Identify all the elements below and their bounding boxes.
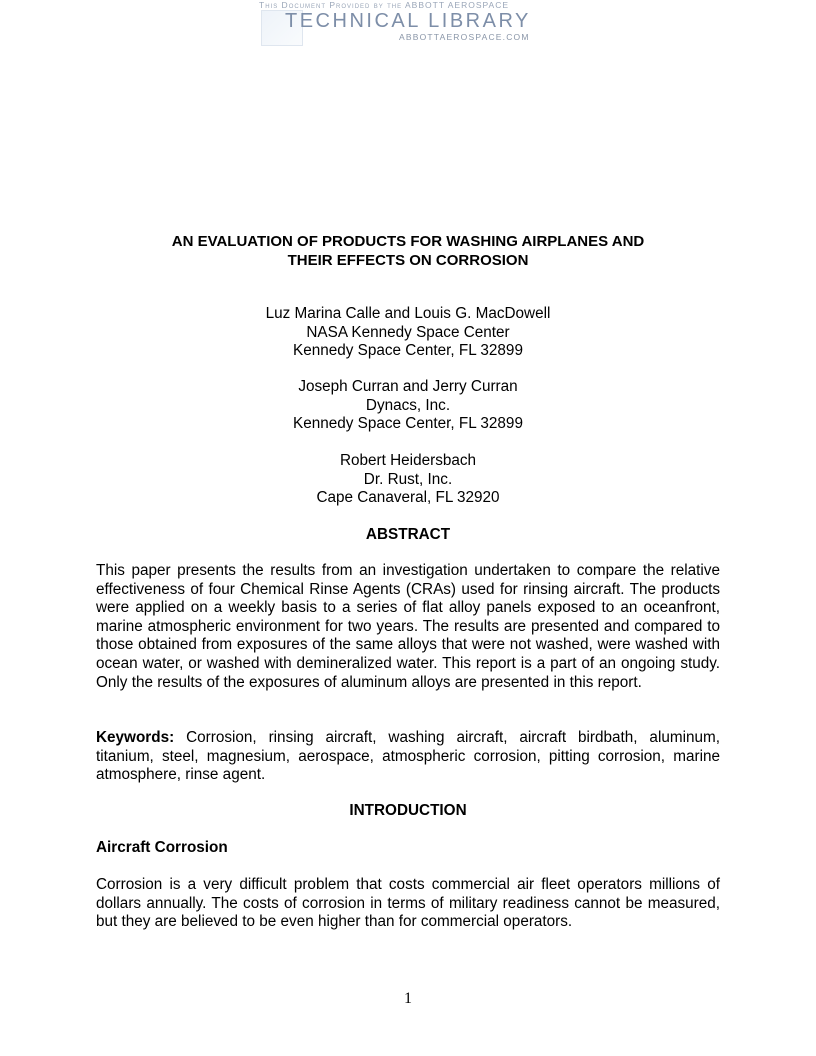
- author-location: Kennedy Space Center, FL 32899: [293, 415, 523, 432]
- author-org: NASA Kennedy Space Center: [306, 323, 510, 341]
- author-org: Dynacs, Inc.: [365, 396, 451, 414]
- abstract-heading: ABSTRACT: [365, 526, 451, 543]
- author-block-3: [96, 452, 720, 508]
- keywords-text: Corrosion, rinsing aircraft, washing aircraft, aircraft birdbath, aluminum, titanium, steel, magnesium, aerospace, atmospheric corrosion, pitting corrosion, marine atmosphere, rinse agent.: [96, 729, 720, 784]
- keywords: [96, 729, 720, 785]
- abbott-aerospace-watermark: [255, 0, 555, 46]
- watermark-line-3: ABBOTTAEROSPACE.COM: [399, 32, 530, 42]
- author-org: Dr. Rust, Inc.: [363, 470, 453, 488]
- paper-title: [96, 233, 720, 270]
- author-names: Joseph Curran and Jerry Curran: [298, 378, 518, 395]
- author-block-1: [96, 305, 720, 361]
- introduction-text: Corrosion is a very difficult problem that costs commercial air fleet operators millions of dollars annually. The costs of corrosion in terms of military readiness cannot be measured, but they are believed to be even higher than for commercial operators.: [96, 876, 720, 931]
- keywords-label: Keywords:: [96, 729, 175, 746]
- title-line-1: AN EVALUATION OF PRODUCTS FOR WASHING AIRPLANES AND: [171, 233, 645, 250]
- watermark-line-2: TECHNICAL LIBRARY: [285, 10, 531, 32]
- section-subheading: Aircraft Corrosion: [96, 839, 228, 856]
- abstract-text: This paper presents the results from an investigation undertaken to compare the relative effectiveness of four Chemical Rinse Agents (CRAs) used for rinsing aircraft. The products were applied on a weekly basis to a series of flat alloy panels exposed to an oceanfront, marine atmospheric environment for two years. The results are presented and compared to those obtained from exposures of the same alloys that were not washed, were washed with ocean water, or washed with demineralized water. This report is a part of an ongoing study. Only the results of the exposures of aluminum alloys are presented in this report.: [96, 562, 720, 691]
- author-location: Kennedy Space Center, FL 32899: [293, 342, 523, 359]
- page-number: 1: [404, 990, 412, 1007]
- title-line-2: THEIR EFFECTS ON CORROSION: [287, 251, 529, 269]
- author-names: Luz Marina Calle and Louis G. MacDowell: [265, 305, 551, 322]
- author-names: Robert Heidersbach: [339, 452, 477, 469]
- introduction-heading: INTRODUCTION: [349, 802, 467, 819]
- author-block-2: [96, 378, 720, 434]
- watermark-line-1: This Document Provided by the ABBOTT AEROSPACE: [259, 0, 510, 10]
- author-location: Cape Canaveral, FL 32920: [316, 489, 500, 506]
